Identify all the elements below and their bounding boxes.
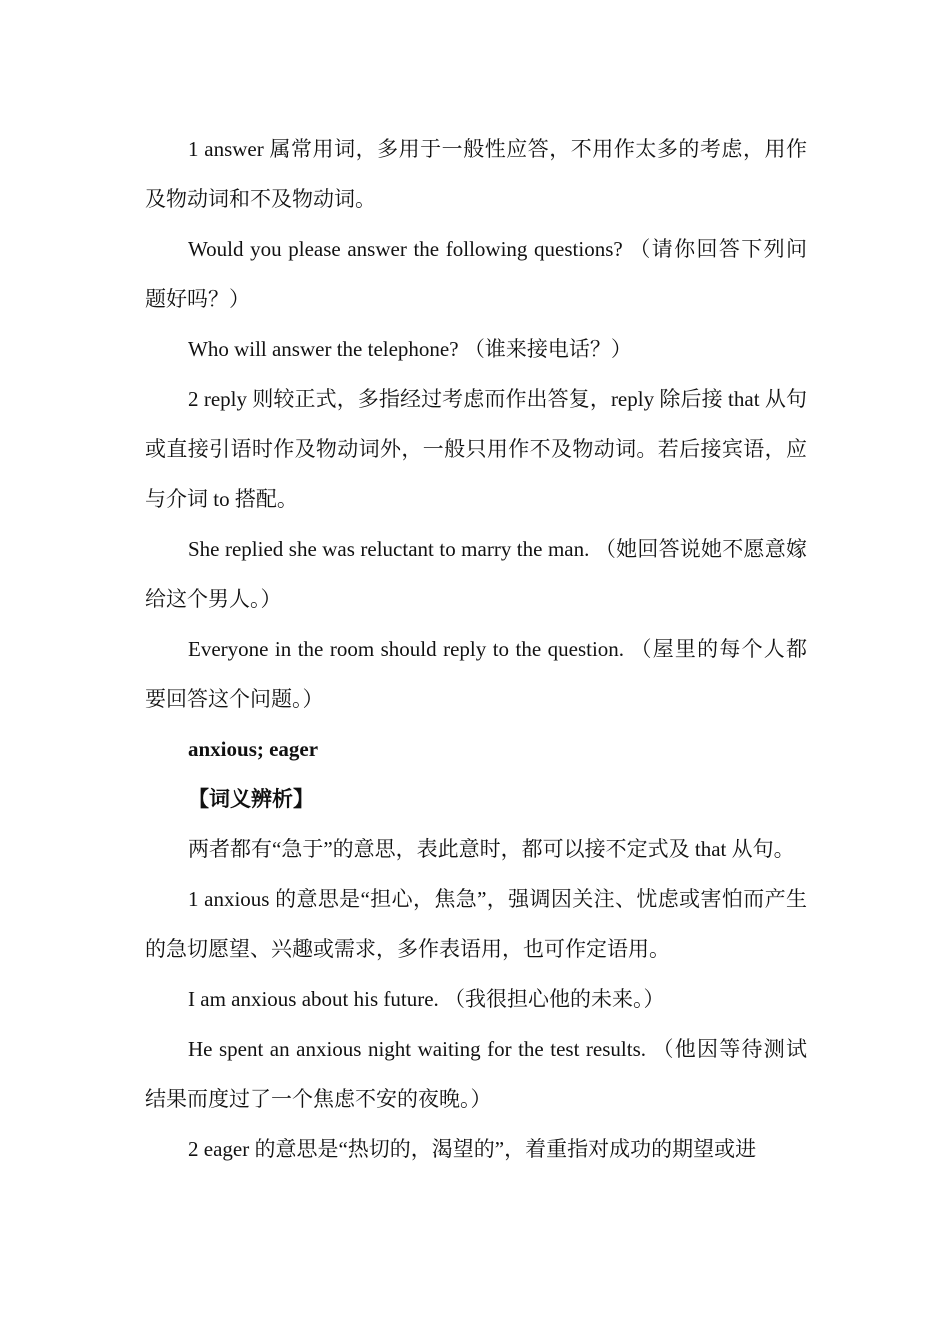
paragraph-anxious-definition: 1 anxious 的意思是“担心，焦急”，强调因关注、忧虑或害怕而产生的急切愿望、兴趣或需求，多作表语用，也可作定语用。 [145,887,807,961]
paragraph-reply-example-2: Everyone in the room should reply to the question. （屋里的每个人都要回答这个问题。） [145,637,807,711]
paragraph-anxious-example-2: He spent an anxious night waiting for the test results. （他因等待测试结果而度过了一个焦虑不安的夜晚。） [145,1037,807,1111]
paragraph-answer-definition: 1 answer 属常用词，多用于一般性应答，不用作太多的考虑，用作及物动词和不及物动词。 [145,137,807,211]
section-heading-anxious-eager: anxious; eager [188,737,319,761]
paragraph-anxious-example-1: I am anxious about his future. （我很担心他的未来。） [188,987,665,1011]
paragraph-answer-example-2: Who will answer the telephone? （谁来接电话？） [188,337,632,361]
subheading-word-distinction: 【词义辨析】 [188,787,314,811]
document-body [145,124,807,1174]
paragraph-eager-definition: 2 eager 的意思是“热切的，渴望的”，着重指对成功的期望或进 [188,1137,757,1161]
paragraph-reply-example-1: She replied she was reluctant to marry the man. （她回答说她不愿意嫁给这个男人。） [145,537,807,611]
paragraph-answer-example-1: Would you please answer the following questions? （请你回答下列问题好吗？） [145,237,807,311]
paragraph-reply-definition: 2 reply 则较正式，多指经过考虑而作出答复，reply 除后接 that 从句或直接引语时作及物动词外，一般只用作不及物动词。若后接宾语，应与介词 to 搭配。 [145,387,807,511]
paragraph-common-meaning: 两者都有“急于”的意思，表此意时，都可以接不定式及 that 从句。 [188,837,795,861]
